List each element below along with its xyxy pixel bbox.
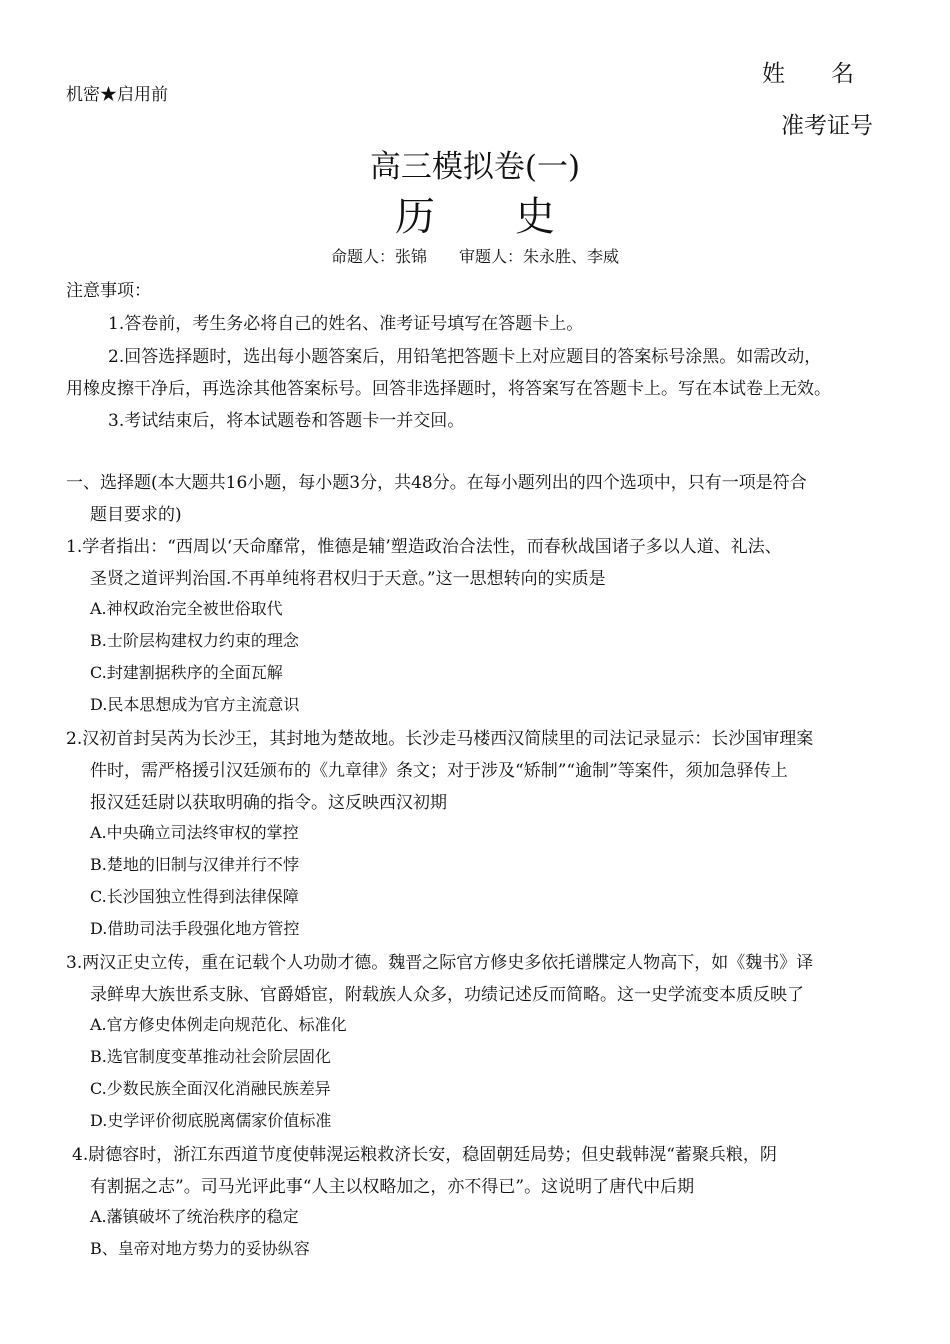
authors-line: 命题人：张锦 审题人：朱永胜、李威	[330, 247, 619, 266]
question-2-option-b: B.楚地的旧制与汉律并行不悖	[90, 855, 299, 874]
note-item-3: 3.考试结束后，将本试题卷和答题卡一并交回。	[108, 411, 465, 431]
question-2-option-c: C.长沙国独立性得到法律保障	[90, 887, 299, 906]
note-item-2: 2.回答选择题时，选出每小题答案后，用铅笔把答题卡上对应题目的答案标号涂黑。如需改动，	[108, 347, 822, 367]
exam-id-label: 准考证号	[781, 113, 873, 139]
name-label: 姓 名	[762, 61, 854, 87]
question-3-option-c: C.少数民族全面汉化消融民族差异	[90, 1079, 331, 1098]
question-4-stem: 4.尉德容时，浙江东西道节度使韩滉运粮救济长安，稳固朝廷局势；但史载韩滉“蓄聚兵粮，阴	[72, 1145, 777, 1165]
question-3-stem-cont: 录鲜卑大族世系支脉、官爵婚宦，附载族人众多，功绩记述反而简略。这一史学流变本质反映了	[90, 985, 804, 1005]
question-2-option-a: A.中央确立司法终审权的掌控	[90, 823, 299, 842]
question-1-option-d: D.民本思想成为官方主流意识	[90, 695, 300, 714]
question-1-stem: 1.学者指出：“西周以‘天命靡常，惟德是辅’塑造政治合法性，而春秋战国诸子多以人道、礼法、	[66, 537, 782, 557]
notes-heading: 注意事项：	[66, 281, 151, 301]
question-1-option-b: B.士阶层构建权力约束的理念	[90, 631, 299, 650]
question-3-stem: 3.两汉正史立传，重在记载个人功勋才德。魏晋之际官方修史多依托谱牒定人物高下，如《魏书》译	[66, 953, 814, 973]
question-1-stem-cont: 圣贤之道评判治国.不再单纯将君权归于天意。”这一思想转向的实质是	[90, 569, 606, 589]
subject-title: 历 史	[395, 194, 555, 240]
question-4-option-b: B、皇帝对地方势力的妥协纵容	[90, 1239, 310, 1258]
confidential-mark: 机密★启用前	[66, 85, 168, 105]
question-2-stem: 2.汉初首封吴芮为长沙王，其封地为楚故地。长沙走马楼西汉简牍里的司法记录显示：长沙国审理案	[66, 729, 814, 749]
note-item-1: 1.答卷前，考生务必将自己的姓名、准考证号填写在答题卡上。	[108, 314, 584, 334]
question-1-option-c: C.封建割据秩序的全面瓦解	[90, 663, 283, 682]
section-heading-cont: 题目要求的)	[90, 505, 182, 525]
exam-title: 高三模拟卷(一)	[369, 149, 581, 185]
question-4-option-a: A.藩镇破坏了统治秩序的稳定	[90, 1207, 299, 1226]
section-heading: 一、选择题(本大题共16小题，每小题3分，共48分。在每小题列出的四个选项中，只有一项是符合	[66, 473, 807, 493]
question-2-option-d: D.借助司法手段强化地方管控	[90, 919, 300, 938]
question-3-option-b: B.选官制度变革推动社会阶层固化	[90, 1047, 331, 1066]
question-3-option-a: A.官方修史体例走向规范化、标准化	[90, 1015, 347, 1034]
question-1-option-a: A.神权政治完全被世俗取代	[90, 599, 283, 618]
question-4-stem-cont: 有割据之志”。司马光评此事“人主以权略加之，亦不得已”。这说明了唐代中后期	[90, 1177, 695, 1197]
question-2-stem-cont: 报汉廷廷尉以获取明确的指令。这反映西汉初期	[90, 793, 447, 813]
question-3-option-d: D.史学评价彻底脱离儒家价值标准	[90, 1111, 332, 1130]
question-2-stem-cont: 件时，需严格援引汉廷颁布的《九章律》条文；对于涉及“矫制”“逾制”等案件，须加急驿传上	[90, 761, 788, 781]
note-item-2-cont: 用橡皮擦干净后，再选涂其他答案标号。回答非选择题时，将答案写在答题卡上。写在本试卷上无效。	[66, 379, 831, 399]
